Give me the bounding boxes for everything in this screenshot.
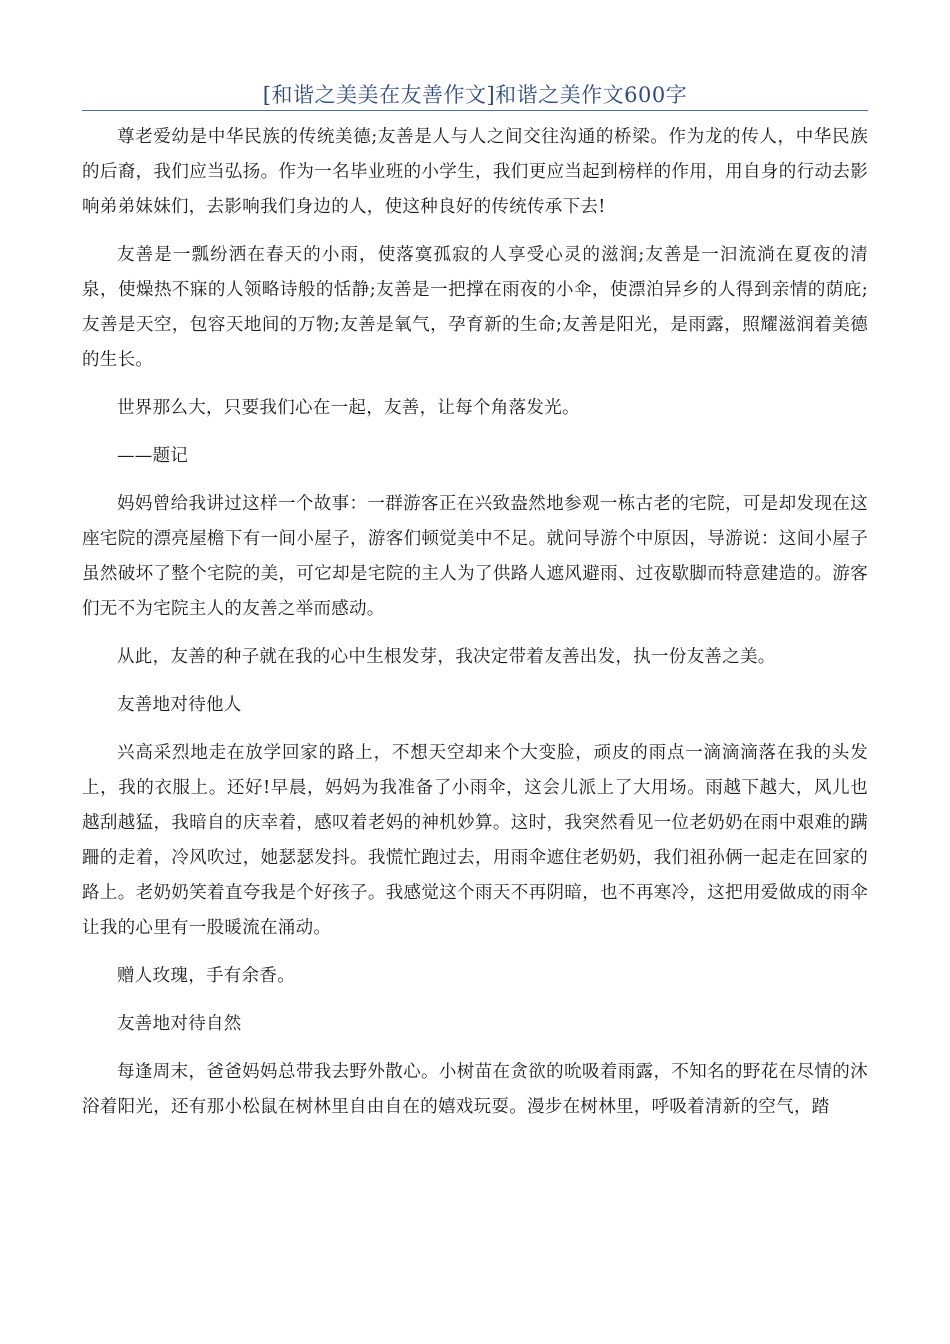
- section-heading: 友善地对待他人: [117, 695, 242, 715]
- paragraph: 每逢周末，爸爸妈妈总带我去野外散心。小树苗在贪欲的吮吸着雨露，不知名的野花在尽情的沐浴着阳光，还有那小松鼠在树林里自由自在的嬉戏玩耍。漫步在树林里，呼吸着清新的空气，踏: [82, 1062, 868, 1117]
- paragraph: 从此，友善的种子就在我的心中生根发芽，我决定带着友善出发，执一份友善之美。: [117, 647, 776, 667]
- paragraph: 友善是一瓢纷洒在春天的小雨，使落寞孤寂的人享受心灵的滋润;友善是一汩流淌在夏夜的清泉，使燥热不寐的人领略诗般的恬静;友善是一把撑在雨夜的小伞，使漂泊异乡的人得到亲情的荫庇;友善是天空，包容天地间的万物;友善是氧气，孕育新的生命;友善是阳光，是雨露，照耀滋润着美德的生长。: [82, 245, 868, 370]
- title-divider: [82, 110, 868, 111]
- paragraph: 兴高采烈地走在放学回家的路上，不想天空却来个大变脸，顽皮的雨点一滴滴滴落在我的头发上，我的衣服上。还好!早晨，妈妈为我准备了小雨伞，这会儿派上了大用场。雨越下越大，风儿也越刮越猛，我暗自的庆幸着，感叹着老妈的神机妙算。这时，我突然看见一位老奶奶在雨中艰难的蹒跚的走着，冷风吹过，她瑟瑟发抖。我慌忙跑过去，用雨伞遮住老奶奶，我们祖孙俩一起走在回家的路上。老奶奶笑着直夸我是个好孩子。我感觉这个雨天不再阴暗，也不再寒冷，这把用爱做成的雨伞让我的心里有一股暖流在涌动。: [82, 743, 868, 938]
- paragraph: 世界那么大，只要我们心在一起，友善，让每个角落发光。: [117, 398, 580, 418]
- paragraph: 尊老爱幼是中华民族的传统美德;友善是人与人之间交往沟通的桥梁。作为龙的传人，中华民族的后裔，我们应当弘扬。作为一名毕业班的小学生，我们更应当起到榜样的作用，用自身的行动去影响弟弟妹妹们，去影响我们身边的人，使这种良好的传统传承下去!: [82, 127, 868, 217]
- document-body: [82, 120, 868, 1138]
- epigraph-attribution: ——题记: [117, 446, 189, 466]
- paragraph: 赠人玫瑰，手有余香。: [117, 966, 295, 986]
- paragraph: 妈妈曾给我讲过这样一个故事：一群游客正在兴致盎然地参观一栋古老的宅院，可是却发现在这座宅院的漂亮屋檐下有一间小屋子，游客们顿觉美中不足。就问导游个中原因，导游说：这间小屋子虽然破坏了整个宅院的美，可它却是宅院的主人为了供路人遮风避雨、过夜歇脚而特意建造的。游客们无不为宅院主人的友善之举而感动。: [82, 494, 868, 619]
- section-heading: 友善地对待自然: [117, 1014, 242, 1034]
- document-title: [和谐之美美在友善作文]和谐之美作文600字: [262, 83, 688, 107]
